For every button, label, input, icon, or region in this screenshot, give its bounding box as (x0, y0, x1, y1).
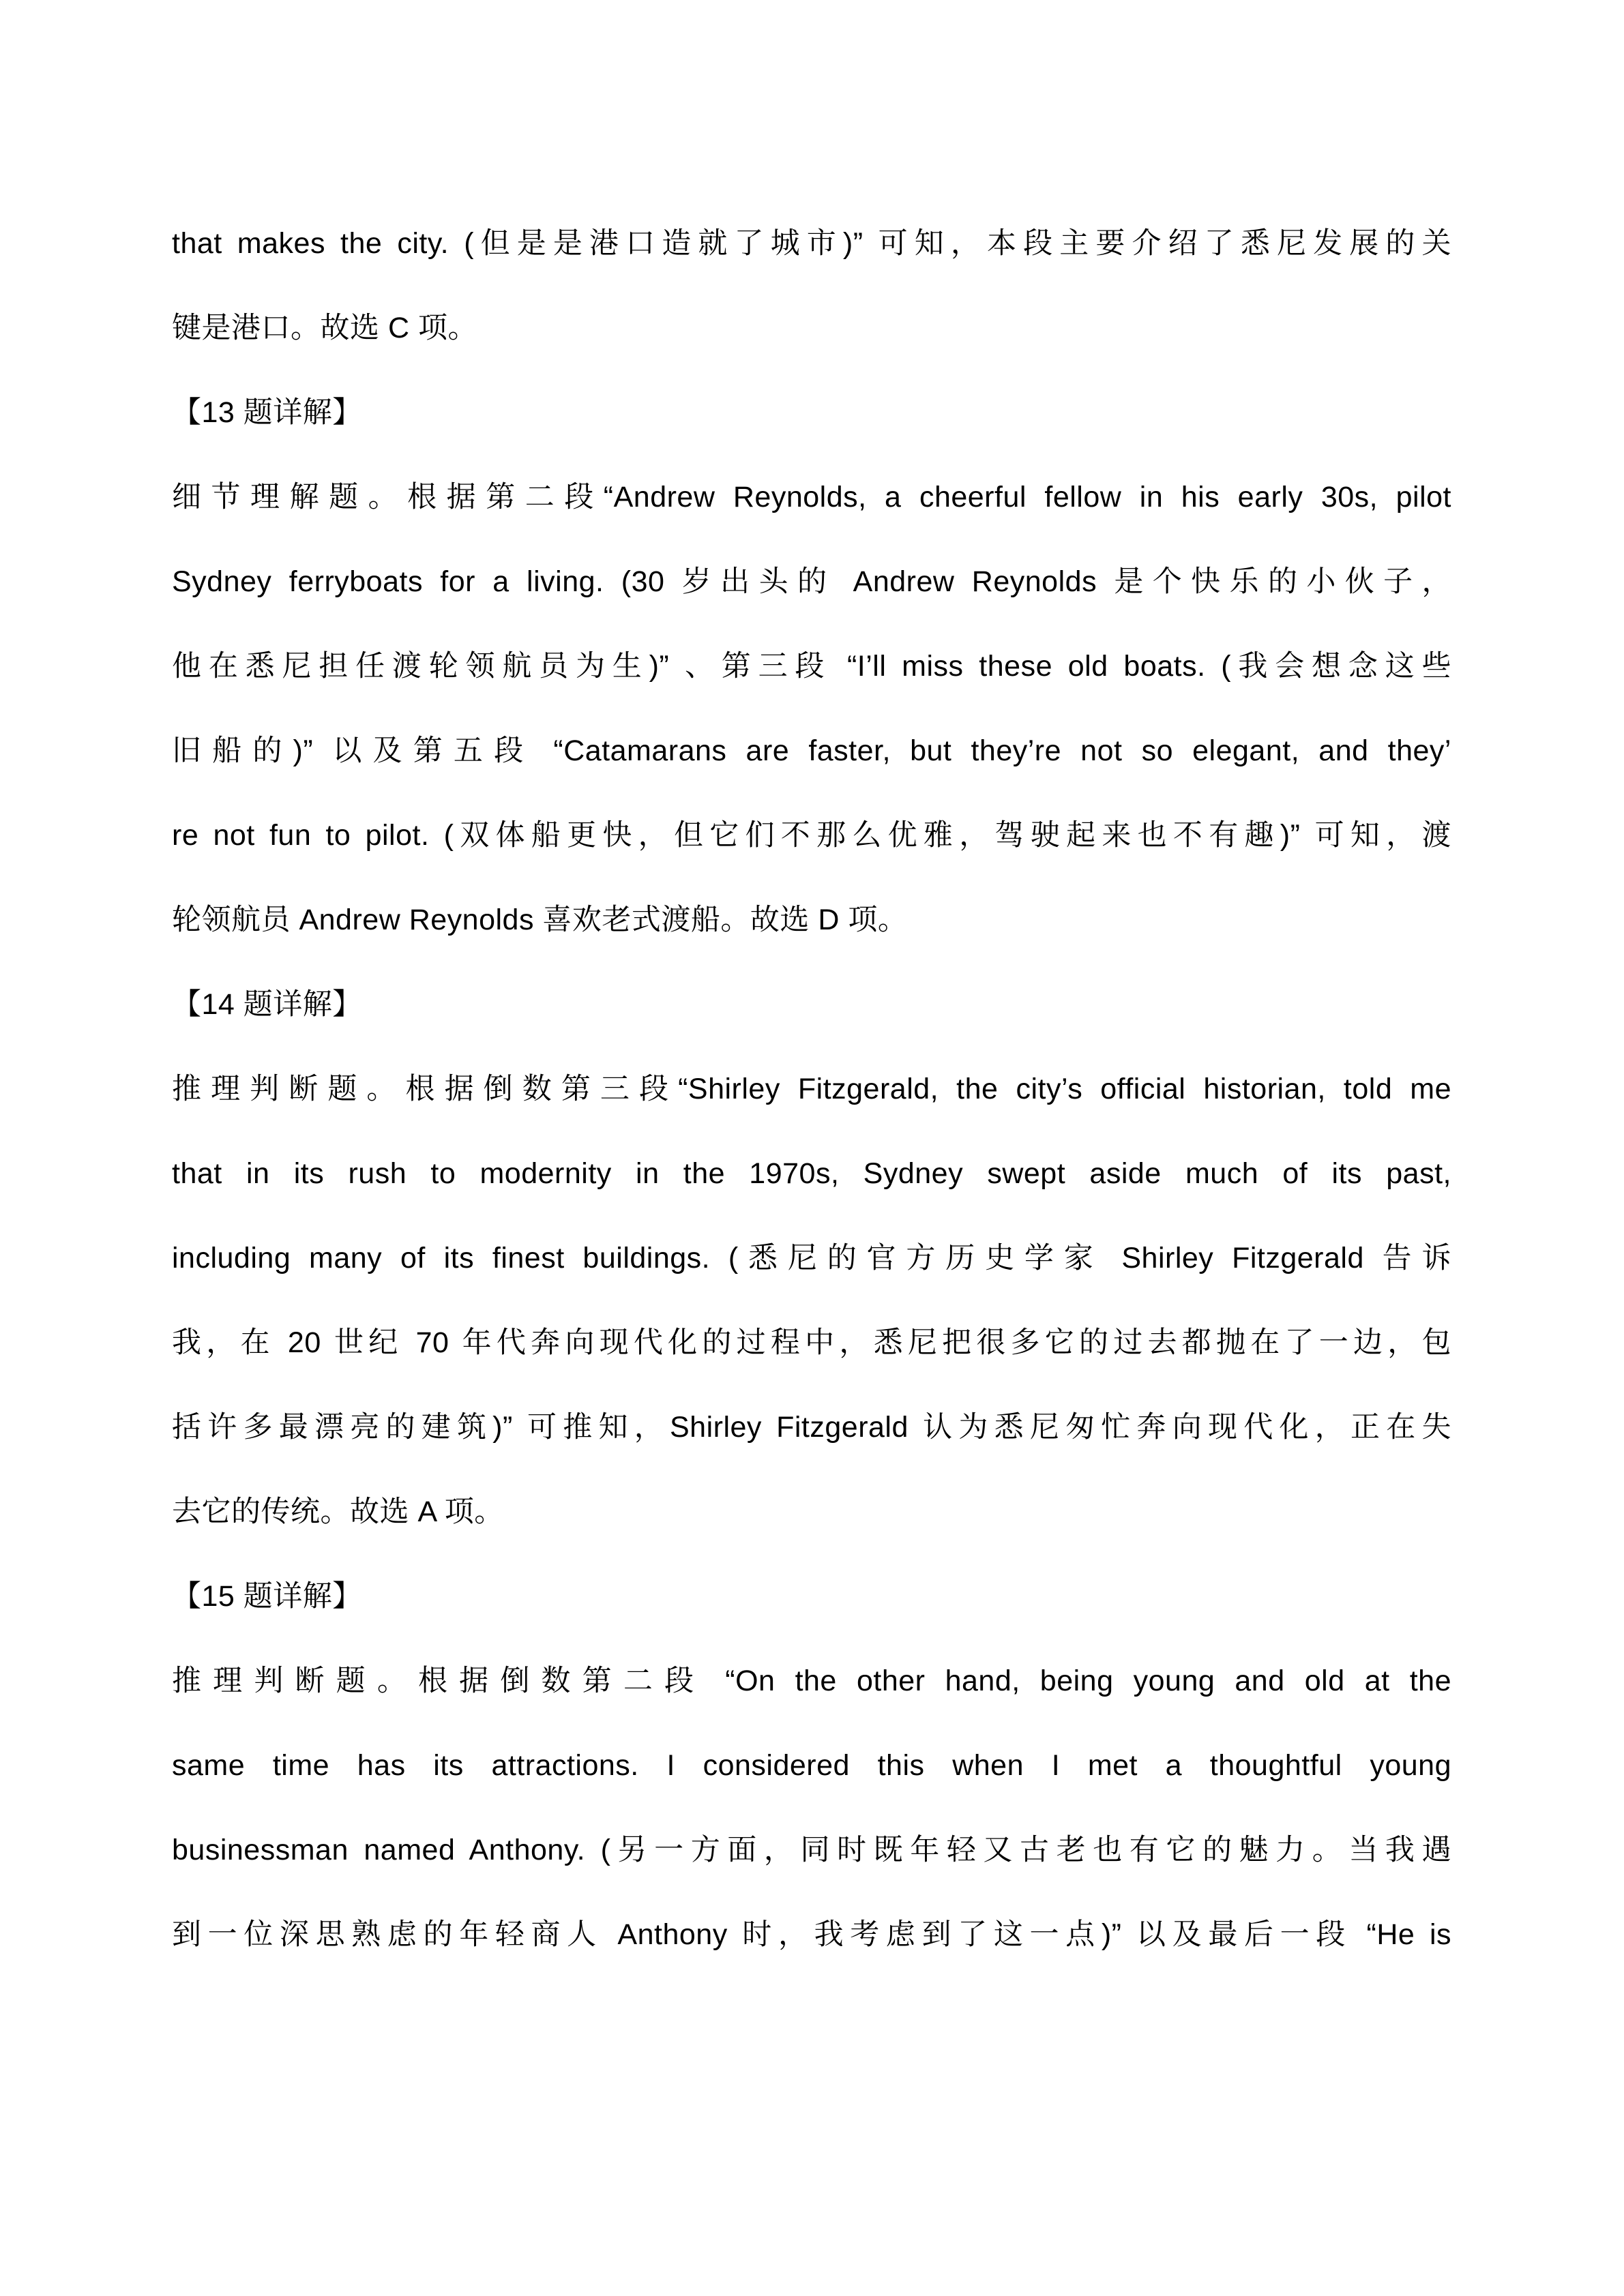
text-line: 【14 题详解】 (172, 988, 362, 1021)
text-line: 推理判断题。根据倒数第三段“Shirley Fitzgerald, the city’s official historian, told me (172, 1073, 1451, 1105)
text-line: 去它的传统。故选 A 项。 (172, 1495, 504, 1528)
text-line: 我，在 20 世纪 70 年代奔向现代化的过程中，悉尼把很多它的过去都抛在了一边，包 (172, 1326, 1451, 1359)
text-line: that in its rush to modernity in the 1970s, Sydney swept aside much of its past, (172, 1157, 1451, 1190)
paragraph (172, 455, 1451, 962)
text-line: 【15 题详解】 (172, 1580, 362, 1613)
text-line: including many of its finest buildings. (悉尼的官方历史学家 Shirley Fitzgerald 告诉 (172, 1242, 1451, 1274)
text-line: Sydney ferryboats for a living. (30 岁出头的 Andrew Reynolds 是个快乐的小伙子， (172, 565, 1451, 598)
text-line: 键是港口。故选 C 项。 (172, 312, 477, 344)
text-line: that makes the city. (但是是港口造就了城市)” 可知，本段主要介绍了悉尼发展的关 (172, 227, 1451, 260)
section-heading (172, 370, 1451, 455)
text-line: same time has its attractions. I considered this when I met a thoughtful young (172, 1749, 1451, 1782)
text-line: 旧船的)” 以及第五段 “Catamarans are faster, but they’re not so elegant, and they’ (172, 734, 1451, 767)
text-line: businessman named Anthony. (另一方面，同时既年轻又古老也有它的魅力。当我遇 (172, 1834, 1451, 1866)
paragraph (172, 1639, 1451, 1977)
section-heading (172, 1554, 1451, 1639)
text-line: 轮领航员 Andrew Reynolds 喜欢老式渡船。故选 D 项。 (172, 904, 908, 936)
text-line: 括许多最漂亮的建筑)” 可推知，Shirley Fitzgerald 认为悉尼匆忙奔向现代化，正在失 (172, 1411, 1451, 1444)
section-heading (172, 962, 1451, 1047)
text-line: 推理判断题。根据倒数第二段 “On the other hand, being young and old at the (172, 1665, 1451, 1697)
text-line: 到一位深思熟虑的年轻商人 Anthony 时，我考虑到了这一点)” 以及最后一段 “He is (172, 1918, 1451, 1951)
paragraph (172, 1047, 1451, 1554)
text-line: re not fun to pilot. (双体船更快，但它们不那么优雅，驾驶起来也不有趣)” 可知，渡 (172, 819, 1451, 852)
text-line: 细节理解题。根据第二段“Andrew Reynolds, a cheerful fellow in his early 30s, pilot (172, 481, 1451, 513)
paragraph (172, 201, 1451, 370)
text-line: 他在悉尼担任渡轮领航员为生)” 、第三段 “I’ll miss these old boats. (我会想念这些 (172, 650, 1451, 683)
text-line: 【13 题详解】 (172, 396, 362, 429)
